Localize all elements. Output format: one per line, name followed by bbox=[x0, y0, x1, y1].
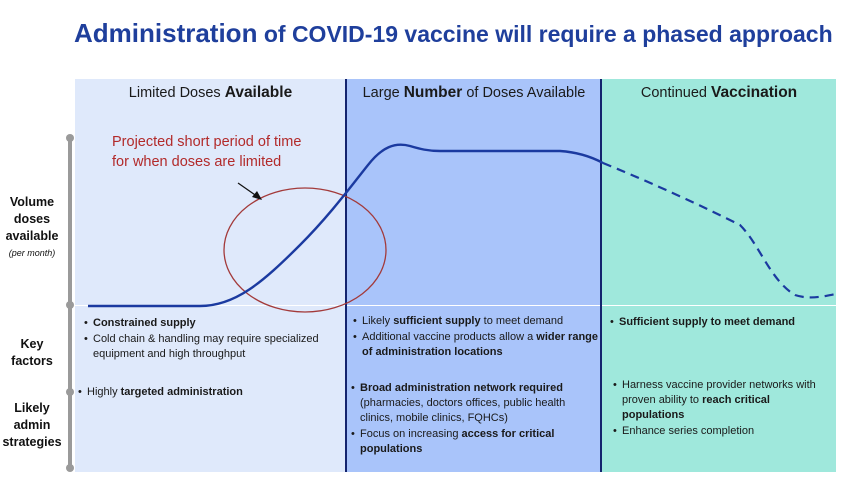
key-factors-large bbox=[353, 314, 598, 361]
annotation-text: Projected short period of time for when doses are limited bbox=[112, 134, 302, 170]
row-label-volume: Volume doses available (per month) bbox=[5, 195, 59, 258]
key-factors-continued bbox=[610, 315, 832, 331]
key-factor-item: • Sufficient supply to meet demand bbox=[610, 315, 832, 330]
admin-strategies-large bbox=[351, 381, 598, 458]
key-factors-limited bbox=[84, 316, 342, 363]
admin-strategies-continued bbox=[613, 378, 835, 440]
row-label-key-factors: Key factors bbox=[11, 337, 53, 368]
title-rest: of COVID-19 vaccine will require a phased approach bbox=[257, 21, 833, 47]
volume-curve-projected bbox=[603, 163, 836, 297]
key-factor-item: • Likely sufficient supply to meet demand bbox=[353, 314, 598, 329]
column-header-continued: Continued Vaccination bbox=[640, 84, 798, 101]
admin-strategy-item: • Focus on increasing access for critical populations bbox=[351, 427, 598, 457]
annotation-arrowhead bbox=[252, 191, 262, 200]
admin-strategies-limited bbox=[78, 385, 340, 401]
volume-curve-solid bbox=[88, 145, 603, 306]
key-factor-item: • Cold chain & handling may require specialized equipment and high throughput bbox=[84, 332, 342, 362]
admin-strategy-item: • Enhance series completion bbox=[613, 424, 835, 439]
key-factor-item: • Additional vaccine products allow a wider range of administration locations bbox=[353, 330, 598, 360]
row-label-admin-strategies: Likely admin strategies bbox=[2, 401, 62, 449]
limited-period-circle bbox=[224, 188, 386, 312]
admin-strategy-item: • Highly targeted administration bbox=[78, 385, 340, 400]
key-factor-item: • Constrained supply bbox=[84, 316, 342, 331]
admin-strategy-item: • Broad administration network required (pharmacies, doctors offices, public health clinics, mobile clinics, FQHCs) bbox=[351, 381, 598, 426]
column-header-limited: Limited Doses Available bbox=[128, 84, 293, 101]
admin-strategy-item: • Harness vaccine provider networks with proven ability to reach critical populations bbox=[613, 378, 835, 423]
title-lead: Administration bbox=[74, 18, 258, 48]
column-header-large: Large Number of Doses Available bbox=[362, 84, 586, 101]
